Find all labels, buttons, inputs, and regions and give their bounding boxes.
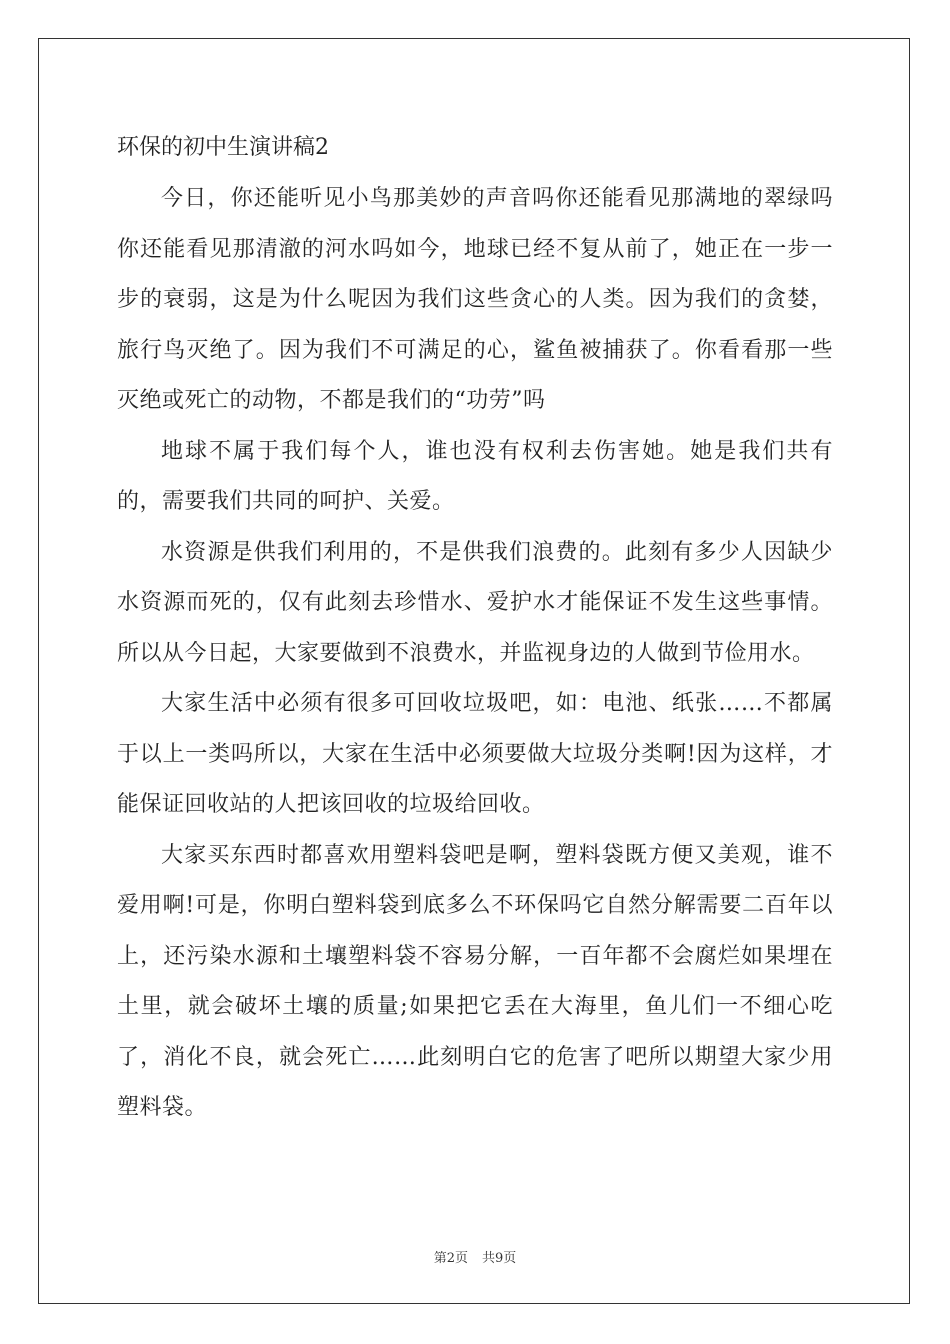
- page-footer: [0, 1247, 950, 1266]
- page-total: 共9页: [482, 1251, 517, 1266]
- paragraph: 大家买东西时都喜欢用塑料袋吧是啊，塑料袋既方便又美观，谁不爱用啊!可是，你明白塑料袋到底多么不环保吗它自然分解需要二百年以上，还污染水源和土壤塑料袋不容易分解，一百年都不会腐烂如果埋在土里，就会破坏土壤的质量;如果把它丢在大海里，鱼儿们一不细心吃了，消化不良，就会死亡……此刻明白它的危害了吧所以期望大家少用塑料袋。: [117, 842, 833, 1120]
- paragraph: 地球不属于我们每个人，谁也没有权利去伤害她。她是我们共有的，需要我们共同的呵护、关爱。: [117, 438, 833, 514]
- paragraph: 水资源是供我们利用的，不是供我们浪费的。此刻有多少人因缺少水资源而死的，仅有此刻去珍惜水、爱护水才能保证不发生这些事情。所以从今日起，大家要做到不浪费水，并监视身边的人做到节俭用水。: [117, 539, 833, 666]
- document-title: 环保的初中生演讲稿2: [117, 135, 329, 160]
- page-number: 第2页: [433, 1251, 468, 1266]
- paragraph: 大家生活中必须有很多可回收垃圾吧，如：电池、纸张……不都属于以上一类吗所以，大家在生活中必须要做大垃圾分类啊!因为这样，才能保证回收站的人把该回收的垃圾给回收。: [117, 691, 833, 817]
- paragraph: 今日，你还能听见小鸟那美妙的声音吗你还能看见那满地的翠绿吗你还能看见那清澈的河水吗如今，地球已经不复从前了，她正在一步一步的衰弱，这是为什么呢因为我们这些贪心的人类。因为我们的贪婪，旅行鸟灭绝了。因为我们不可满足的心，鲨鱼被捕获了。你看看那一些灭绝或死亡的动物，不都是我们的“功劳”吗: [117, 186, 833, 413]
- document-body: [117, 128, 833, 1134]
